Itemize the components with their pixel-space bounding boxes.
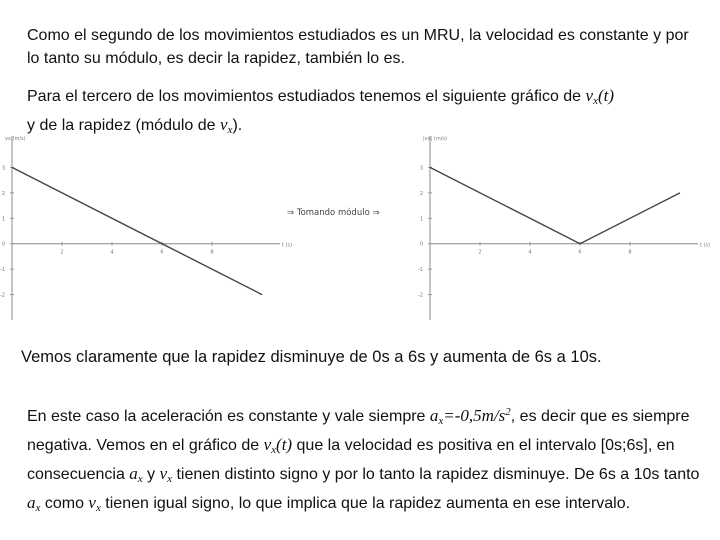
x-tick-label: 6	[578, 249, 582, 256]
vx-symbol: $v_x(t)$	[263, 435, 293, 456]
y-axis-label: |vx| (m/s)	[423, 136, 447, 142]
y-tick-label: 1	[419, 216, 423, 223]
vx-symbol: $v_x(t)$	[585, 86, 615, 107]
vx-symbol: $v_x$	[159, 464, 173, 485]
take-modulus-label: ⇒ Tomando módulo ⇒	[287, 208, 380, 218]
y-axis-label: vx (m/s)	[5, 136, 26, 142]
x-tick-label: 8	[210, 249, 214, 256]
x-tick-label: 2	[478, 249, 482, 256]
velocity-series-line	[12, 167, 262, 294]
x-tick-label: 2	[60, 249, 64, 256]
ax-symbol: $a_x$	[129, 464, 143, 485]
take-modulus-arrow	[287, 207, 380, 218]
graph-intro-paragraph: Para el tercero de los movimientos estudiados tenemos el siguiente gráfico de $v_x(t)$ y de la rapidez (módulo de $v_x$).	[27, 86, 615, 136]
graph-intro-text-2: y de la rapidez (módulo de	[27, 117, 220, 134]
y-tick-label: 3	[1, 165, 5, 172]
speed-vs-t-chart	[418, 136, 710, 320]
observation-paragraph: Vemos claramente que la rapidez disminuye de 0s a 6s y aumenta de 6s a 10s.	[21, 348, 602, 366]
x-tick-label: 4	[528, 249, 532, 256]
x-tick-label: 6	[160, 249, 164, 256]
vx-vs-t-chart	[0, 136, 292, 320]
vx-symbol-2: $v_x$	[220, 115, 233, 136]
x-tick-label: 8	[628, 249, 632, 256]
vx-symbol: $v_x$	[88, 493, 101, 514]
x-axis-label: t (s)	[282, 242, 293, 249]
x-tick-label: 4	[110, 249, 114, 256]
velocity-series-line	[430, 167, 680, 243]
y-tick-label: 2	[419, 190, 423, 197]
y-tick-label: 3	[419, 165, 423, 172]
y-tick-label: -1	[0, 267, 5, 274]
acceleration-paragraph: En este caso la aceleración es constante y vale siempre $a_x=-0,5m/s^2$, es decir que es siempre negativa. Vemos en el gráfico de $v_x(t)$ que la velocidad es positiva en el intervalo [0s;6s], en consecuencia $a_x$ y $v_x$ tienen distinto signo y por lo tanto la rapidez disminuye. De 6s a 10s tanto $a_x$ como $v_x$ tienen igual signo, lo que implica que la rapidez aumenta en ese intervalo.	[27, 406, 700, 514]
velocity-graphs-figure	[0, 130, 720, 325]
intro-paragraph: Como el segundo de los movimientos estudiados es un MRU, la velocidad es constante y por lo tanto su módulo, es decir la rapidez, también lo es.	[27, 27, 689, 67]
y-tick-label: -2	[418, 292, 423, 299]
y-tick-label: 2	[1, 190, 5, 197]
y-tick-label: 1	[1, 216, 5, 223]
y-tick-label: -2	[0, 292, 5, 299]
graph-intro-text: Para el tercero de los movimientos estudiados tenemos el siguiente gráfico de	[27, 88, 586, 105]
x-axis-label: t (s)	[700, 242, 711, 249]
y-tick-label: -1	[418, 267, 423, 274]
y-tick-label: 0	[1, 241, 5, 248]
ax-symbol: $a_x=-0,5m/s^2$	[429, 406, 511, 427]
y-tick-label: 0	[419, 241, 423, 248]
ax-symbol: $a_x$	[27, 493, 41, 514]
